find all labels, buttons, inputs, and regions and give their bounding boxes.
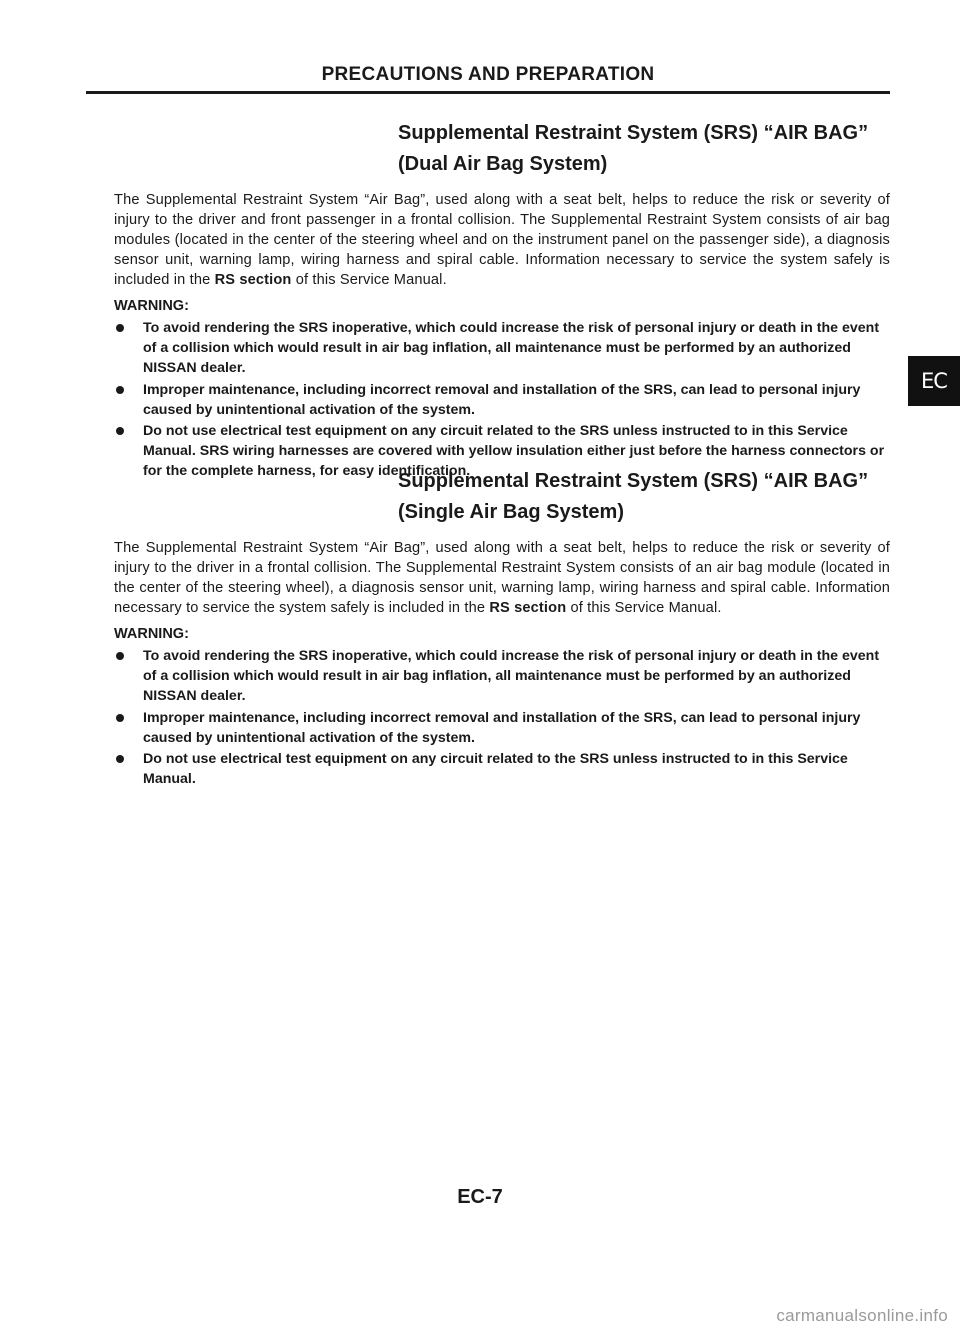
warning-text: To avoid rendering the SRS inoperative, which could increase the risk of personal injury or death in the event of a collision which would result in air bag inflation, all maintenance must be performed by an authorized NISSAN dealer. <box>143 648 880 705</box>
warning-item <box>114 749 890 789</box>
warning-label: WARNING: <box>114 298 189 314</box>
body-text: The Supplemental Restraint System “Air Bag”, used along with a seat belt, helps to reduce the risk or severity of injury to the driver in a frontal collision. The Supplemental Restraint System consists of an air bag module (located in the center of the steering wheel), a diagnosis sensor unit, warning lamp, wiring harness and spiral cable. Information necessary to service the system safely is included in the <box>114 540 890 616</box>
warning-text: Improper maintenance, including incorrect removal and installation of the SRS, can lead to personal injury caused by unintentional activation of the system. <box>143 709 861 746</box>
warning-item <box>114 646 890 707</box>
bullet-icon <box>116 714 124 722</box>
bullet-icon <box>116 324 124 332</box>
bullet-icon <box>116 652 124 660</box>
section-title: Supplemental Restraint System (SRS) “AIR BAG” (Dual Air Bag System) <box>398 122 869 175</box>
section-body <box>114 538 890 618</box>
watermark: carmanualsonline.info <box>776 1306 948 1325</box>
section-dual-air-bag <box>114 118 890 483</box>
warning-text: Do not use electrical test equipment on any circuit related to the SRS unless instructed to in this Service Manual. <box>143 751 848 788</box>
section-single-air-bag <box>114 466 890 790</box>
bullet-icon <box>116 386 124 394</box>
warning-item <box>114 380 890 420</box>
page-header-title: PRECAUTIONS AND PREPARATION <box>321 64 655 85</box>
warning-text: Improper maintenance, including incorrect removal and installation of the SRS, can lead to personal injury caused by unintentional activation of the system. <box>143 381 861 418</box>
warning-item <box>114 318 890 379</box>
warning-text: To avoid rendering the SRS inoperative, which could increase the risk of personal injury or death in the event of a collision which would result in air bag inflation, all maintenance must be performed by an authorized NISSAN dealer. <box>143 320 880 377</box>
bullet-icon <box>116 427 124 435</box>
bullet-icon <box>116 755 124 763</box>
body-text-end: of this Service Manual. <box>566 600 722 616</box>
warning-list <box>114 646 890 789</box>
rs-section-reference: RS section <box>489 600 567 616</box>
rs-section-reference: RS section <box>214 272 292 288</box>
ec-section-tab[interactable]: EC <box>908 356 960 406</box>
section-body <box>114 190 890 290</box>
body-text: The Supplemental Restraint System “Air Bag”, used along with a seat belt, helps to reduce the risk or severity of injury to the driver and front passenger in a frontal collision. The Supplemental Restraint System consists of air bag modules (located in the center of the steering wheel and on the instrument panel on the passenger side), a diagnosis sensor unit, warning lamp, wiring harness and spiral cable. Information necessary to service the system safely is included in the <box>114 192 890 288</box>
warning-item <box>114 708 890 748</box>
warning-label: WARNING: <box>114 626 189 642</box>
header-rule <box>86 91 890 94</box>
warning-text: Do not use electrical test equipment on any circuit related to the SRS unless instructed to in this Service Manual. SRS wiring harnesses are covered with yellow insulation either just before the harness connectors or for the complete harness, for easy identification. <box>143 423 885 480</box>
section-title: Supplemental Restraint System (SRS) “AIR BAG” (Single Air Bag System) <box>398 470 869 523</box>
body-text-end: of this Service Manual. <box>291 272 447 288</box>
page-number: EC-7 <box>457 1186 503 1208</box>
warning-list <box>114 318 890 482</box>
